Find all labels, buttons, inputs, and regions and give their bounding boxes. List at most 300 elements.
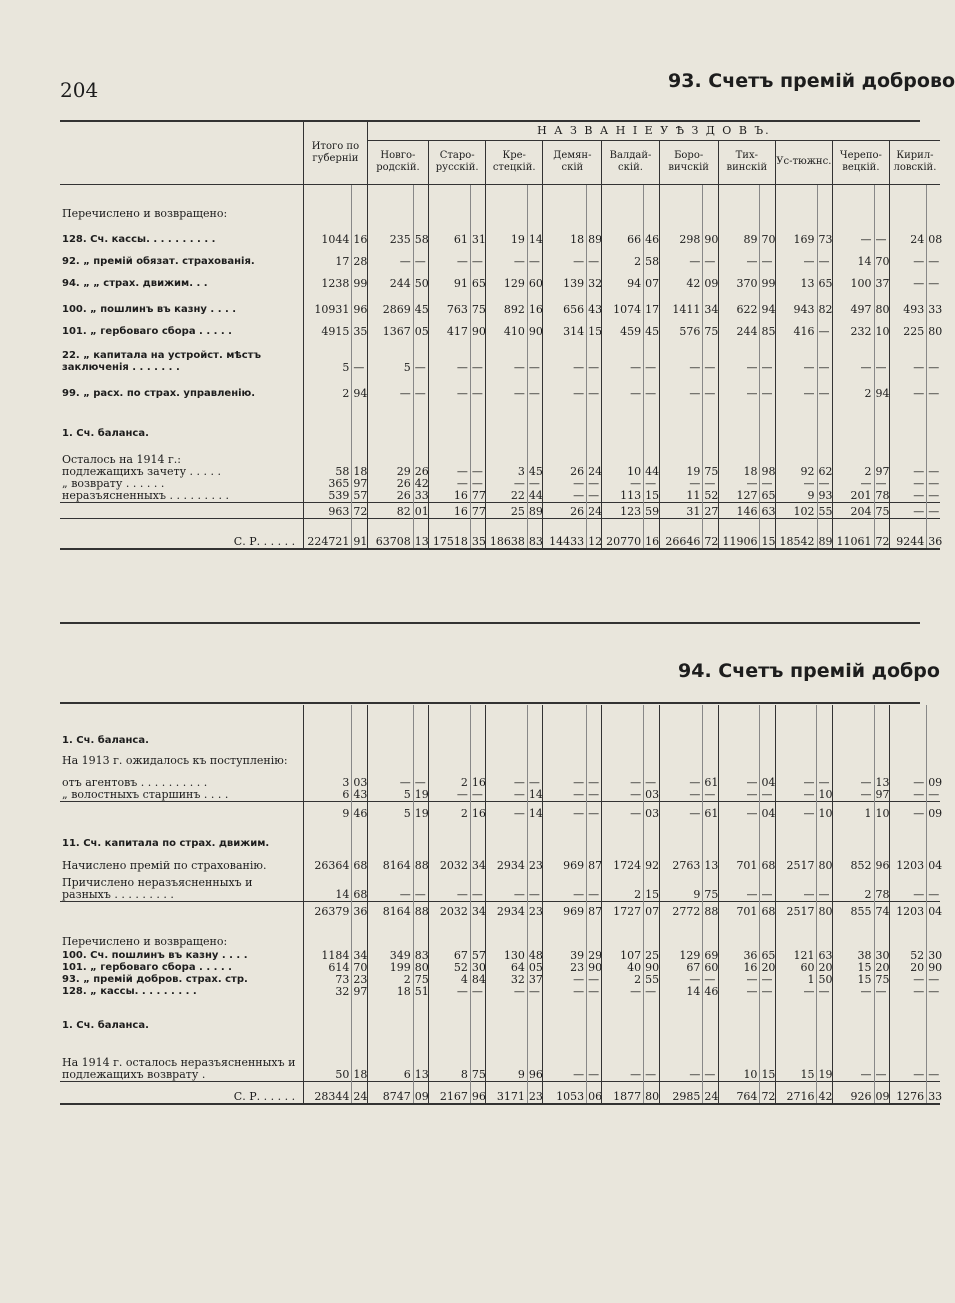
value-frac: 90 [645,960,660,974]
value-int [486,400,528,440]
value-frac: 13 [703,850,718,872]
value-frac [927,184,940,220]
value-frac [874,747,889,767]
value-int: 91 [429,268,471,290]
value-int: — [602,1032,644,1082]
table-row [60,747,940,767]
value-frac: 80 [874,290,889,316]
value-int [775,184,817,220]
value-frac: 68 [352,850,367,872]
value-int [543,184,587,220]
value-frac: — [470,478,485,490]
value-frac: 82 [817,290,832,316]
value-int [486,747,528,767]
value-int: 61 [429,220,471,246]
value-frac: 16 [644,519,659,549]
value-int: 4 [429,974,471,986]
value-int [429,440,471,466]
value-int [304,918,352,948]
value-int: 2 [429,767,471,789]
value-int: 20 [889,962,926,974]
value-int: 365 [304,478,352,490]
value-int: 15 [775,1032,817,1082]
value-int: 204 [832,503,874,519]
value-frac [817,998,832,1032]
value-frac: 89 [817,519,832,549]
value-frac: 44 [645,465,660,478]
value-frac: — [587,802,602,820]
table-row [60,998,940,1032]
value-int: 36 [718,948,760,962]
value-int: 11061 [832,519,874,549]
value-int: 926 [832,1082,874,1104]
value-frac: 65 [761,489,776,502]
value-frac: 13 [413,519,428,549]
value-frac: 03 [645,788,660,801]
value-frac: — [527,338,542,374]
table-row [60,789,940,802]
value-frac: — [413,872,428,902]
value-int: 764 [718,1082,760,1104]
value-int [429,747,471,767]
value-int: — [889,767,926,789]
value-frac: 16 [470,802,485,820]
value-int [429,184,471,220]
value-frac: 13 [874,767,889,789]
value-frac [703,820,718,850]
value-int: — [543,490,587,503]
value-frac: 45 [644,316,659,338]
value-frac [413,440,428,466]
value-int [367,184,413,220]
value-frac [760,400,775,440]
value-int: — [832,767,874,789]
value-frac: 19 [817,1032,832,1082]
value-frac: 04 [760,767,775,789]
value-frac: 89 [587,220,602,246]
rule-section-94 [60,702,920,704]
value-frac: 09 [874,1082,889,1104]
value-int: — [367,872,413,902]
value-frac: 20 [818,960,833,974]
value-frac: — [352,338,367,374]
value-frac [413,820,428,850]
value-int: 852 [832,850,874,872]
value-int: 1074 [602,290,644,316]
value-frac [527,440,542,466]
value-frac [703,998,718,1032]
value-frac [527,184,542,220]
value-int [775,820,817,850]
value-int: 2 [832,374,874,400]
value-int: — [659,374,703,400]
value-int: — [602,338,644,374]
value-frac: 26 [414,465,429,478]
value-int [832,440,874,466]
value-int: — [889,268,926,290]
value-int: — [367,767,413,789]
value-frac: 99 [760,268,775,290]
table-row [60,902,940,918]
value-int: 39 [543,948,587,962]
value-frac [760,705,775,747]
district-header: Кре-стецкій. [486,140,543,184]
table-row [60,374,940,400]
table-row [60,1032,940,1082]
value-int: 25 [486,503,528,519]
value-frac: 28 [352,246,367,268]
value-frac: — [587,246,602,268]
value-int: 2985 [659,1082,703,1104]
value-frac: — [527,374,542,400]
value-int: 1276 [889,1082,926,1104]
value-int [602,747,644,767]
value-int: — [429,466,471,478]
value-frac: — [413,338,428,374]
value-frac: 23 [527,850,542,872]
value-frac: 19 [413,802,428,820]
value-int: 31 [659,503,703,519]
value-frac [874,705,889,747]
value-int [429,400,471,440]
value-int: 4915 [304,316,352,338]
value-int: — [718,789,760,802]
value-frac [703,184,718,220]
row-label: „ волостныхъ старшинъ . . . . [62,788,229,801]
value-int: 67 [659,962,703,974]
value-int: 50 [304,1032,352,1082]
value-int: 29 [367,466,413,478]
district-header: Новго-родскій. [367,140,428,184]
value-frac: 50 [413,268,428,290]
value-frac [470,440,485,466]
value-int: 9 [659,872,703,902]
value-frac: 10 [874,316,889,338]
value-frac: 37 [874,268,889,290]
value-int: 2167 [429,1082,471,1104]
value-frac [927,705,940,747]
value-frac: — [703,789,718,802]
value-int: — [659,246,703,268]
value-frac: 36 [927,519,940,549]
value-int: 2517 [775,902,817,918]
value-int: 32 [304,986,352,998]
value-int: — [889,338,926,374]
value-int: 52 [429,962,471,974]
value-frac: 14 [527,802,542,820]
value-int: — [775,802,817,820]
value-int [832,184,874,220]
value-frac: — [928,972,940,986]
value-frac: 89 [527,503,542,519]
value-int: 64 [486,962,528,974]
value-int: 370 [718,268,760,290]
value-int: 6 [367,1032,413,1082]
value-frac [470,747,485,767]
value-int [486,918,528,948]
value-int: 5 [367,338,413,374]
value-frac [470,820,485,850]
value-frac: 58 [413,220,428,246]
value-int: — [429,374,471,400]
value-int: — [543,1032,587,1082]
value-frac: — [413,374,428,400]
value-frac [352,705,367,747]
value-frac [587,820,602,850]
value-int: 8 [429,1032,471,1082]
total-header: Итого по губерніи [304,122,368,184]
value-frac: 84 [471,972,486,986]
value-int: 1367 [367,316,413,338]
table-row [60,1082,940,1104]
value-int: — [718,974,760,986]
value-frac: 50 [818,972,833,986]
value-int: 2032 [429,850,471,872]
value-int [486,184,528,220]
value-int [659,705,703,747]
value-int: 52 [889,948,926,962]
value-frac [352,918,367,948]
value-frac: — [470,986,485,998]
value-int [889,998,926,1032]
value-int: 10931 [304,290,352,316]
value-int [659,998,703,1032]
value-int: — [889,246,926,268]
value-frac: 16 [470,767,485,789]
value-frac: 24 [352,1082,367,1104]
value-int [304,820,352,850]
value-frac: — [644,374,659,400]
row-label: Начислено премій по страхованію. [62,858,267,872]
value-int: — [486,767,528,789]
value-frac: 74 [874,902,889,918]
value-int: 2934 [486,902,528,918]
value-frac: — [817,767,832,789]
value-int: 2 [832,872,874,902]
value-int: 656 [543,290,587,316]
value-int [304,998,352,1032]
value-int [543,440,587,466]
value-int: — [659,478,703,490]
value-int [659,440,703,466]
value-int: — [486,338,528,374]
value-int: 1238 [304,268,352,290]
value-frac: 97 [353,477,368,490]
value-frac: 69 [704,948,719,962]
value-frac: 31 [470,220,485,246]
value-int: — [832,338,874,374]
value-frac: — [760,974,775,986]
row-label: 128. Сч. кассы. . . . . . . . . . [62,234,216,245]
value-frac: — [587,789,602,802]
value-frac: — [927,503,940,519]
value-int: 18 [718,466,760,478]
value-int: 1724 [602,850,644,872]
value-int [602,918,644,948]
district-header: Валдай-скій. [602,140,659,184]
value-frac: 15 [645,489,660,502]
value-frac: 94 [760,290,775,316]
value-int: 139 [543,268,587,290]
value-frac [470,184,485,220]
value-frac: 20 [875,960,890,974]
value-int: 26379 [304,902,352,918]
value-int: 22 [486,490,528,503]
row-label: 101. „ гербоваго сбора . . . . . [62,961,232,973]
value-int: — [486,802,528,820]
value-int: — [543,872,587,902]
value-frac [817,820,832,850]
value-frac: 09 [927,767,940,789]
value-frac: 48 [528,948,543,962]
value-frac [760,998,775,1032]
value-int: 94 [602,268,644,290]
value-frac [644,998,659,1032]
value-frac: — [644,338,659,374]
value-frac: — [760,374,775,400]
value-int: 2 [602,246,644,268]
value-frac: 78 [874,872,889,902]
value-int [543,400,587,440]
value-int: — [429,246,471,268]
value-frac: — [817,374,832,400]
value-frac [927,747,940,767]
row-label: Перечислено и возвращено: [62,934,228,948]
value-int: — [429,338,471,374]
value-frac: — [470,338,485,374]
value-frac: 43 [353,788,368,801]
value-frac [470,918,485,948]
value-int: 10 [602,466,644,478]
value-frac: 07 [644,902,659,918]
value-int: 2032 [429,902,471,918]
value-int [543,918,587,948]
value-frac: 77 [470,503,485,519]
value-int [718,820,760,850]
value-frac: 63 [760,503,775,519]
value-int: 5 [304,338,352,374]
value-frac [352,184,367,220]
value-int: — [889,789,926,802]
value-int: 15 [832,974,874,986]
value-frac: 18 [353,465,368,478]
row-label: 92. „ премій обязат. страхованія. [62,256,255,267]
value-frac [760,184,775,220]
value-int: 24 [889,220,926,246]
row-label: 101. „ гербоваго сбора . . . . . [62,326,232,337]
value-frac: 61 [703,802,718,820]
value-int [602,440,644,466]
value-frac: 75 [470,1032,485,1082]
table-row [60,400,940,440]
value-int: — [718,374,760,400]
value-frac [527,705,542,747]
value-frac [644,705,659,747]
value-int: — [718,246,760,268]
value-frac: 24 [588,465,603,478]
value-int: 66 [602,220,644,246]
value-int: 15 [832,962,874,974]
value-frac: 34 [470,902,485,918]
value-int: — [367,374,413,400]
value-int: 2 [429,802,471,820]
value-int [367,918,413,948]
value-int [889,705,926,747]
value-frac: 09 [413,1082,428,1104]
value-frac: 29 [588,948,603,962]
value-frac: 35 [470,519,485,549]
value-int: 14 [832,246,874,268]
value-int: 1 [775,974,817,986]
value-frac: 68 [352,872,367,902]
value-frac: 57 [353,489,368,502]
value-frac [527,998,542,1032]
value-int [832,747,874,767]
value-frac: 33 [927,290,940,316]
value-int: 60 [775,962,817,974]
value-frac: 13 [413,1032,428,1082]
value-int: 18638 [486,519,528,549]
value-int: 2934 [486,850,528,872]
value-frac: 94 [352,374,367,400]
value-frac: 90 [470,316,485,338]
row-label: 94. „ „ страх. движим. . . [62,278,208,289]
value-int [659,918,703,948]
value-frac: — [928,984,940,998]
value-frac [352,747,367,767]
value-frac: 80 [414,960,429,974]
value-int [889,184,926,220]
value-frac: 23 [527,902,542,918]
value-int: 14 [304,872,352,902]
value-frac: 65 [470,268,485,290]
value-frac: 07 [644,268,659,290]
value-int: 6 [304,789,352,802]
value-frac [470,998,485,1032]
value-frac: — [527,246,542,268]
table-row [60,918,940,948]
value-int [486,820,528,850]
value-int [889,820,926,850]
value-frac: 01 [413,503,428,519]
value-int: 92 [775,466,817,478]
value-frac: 99 [352,268,367,290]
value-frac: 55 [645,972,660,986]
value-int: 26 [367,490,413,503]
value-frac: — [587,986,602,998]
district-header: Черепо-вецкій. [832,140,889,184]
value-frac [927,918,940,948]
value-frac [703,918,718,948]
value-frac [874,820,889,850]
value-frac: — [927,1032,940,1082]
value-frac [927,440,940,466]
value-int: — [889,478,926,490]
value-frac: 96 [352,290,367,316]
value-int: 1053 [543,1082,587,1104]
value-frac: 19 [414,788,429,801]
value-int: 1727 [602,902,644,918]
value-frac: 90 [588,960,603,974]
value-int: 26 [543,503,587,519]
value-int: — [775,478,817,490]
section-94-title: 94. Счетъ премій добро [678,660,940,682]
row-label: Причислено неразъясненныхъ и разныхъ . . . . . . . . . [62,876,253,901]
value-int: 576 [659,316,703,338]
value-frac: 65 [761,948,776,962]
value-int: — [889,1032,926,1082]
value-frac: — [527,872,542,902]
